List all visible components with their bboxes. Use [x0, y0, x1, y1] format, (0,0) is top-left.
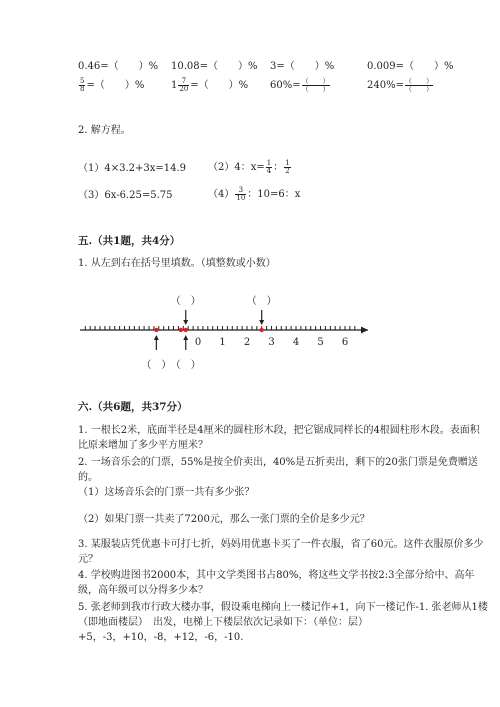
section-6-question-2-part-1: （1）这场音乐会的门票一共有多少张？ [78, 487, 255, 498]
marked-point [184, 328, 188, 332]
fraction: $\frac{7}{20}$ [179, 77, 189, 93]
conversion-item-3: 3=（ ）% [270, 61, 335, 72]
number-line-label: 1 [219, 337, 226, 348]
number-line-label: 0 [194, 337, 202, 348]
conversion-item-6: 1 $\frac{7}{20}$ =（ ）% [171, 77, 249, 93]
number-line-label: 4 [292, 337, 300, 348]
marked-point [154, 328, 158, 332]
fraction: $\frac{1}{4}$ [266, 159, 272, 175]
up-arrow-icon [154, 335, 159, 340]
section-6-question-5: 5. 张老师到我市行政大楼办事，假设乘电梯向上一楼记作+1，向下一楼记作-1. 张老师从1楼 （即地面楼层） 出发，电梯上下楼层依次记录如下：（单位：层）+5，-3，+10，-8，+12，-6，-10. [78, 602, 498, 643]
marked-point [179, 328, 183, 332]
fraction: $\frac{5}{8}$ [80, 77, 85, 93]
conversion-item-5: $\frac{5}{8}$ =（ ）% [80, 77, 145, 93]
section-6-heading: 六.（共6题，共37分） [78, 401, 188, 413]
answer-blank: （ ） [246, 296, 277, 307]
conversion-item-4: 0.009=（ ）% [367, 61, 454, 72]
conversion-item-1: 0.46=（ ）% [78, 61, 159, 72]
axis-arrow-icon [361, 327, 368, 334]
fraction-blank: $\frac{( )}{( )}$ [301, 77, 330, 93]
number-line-label: 3 [268, 337, 275, 348]
number-line-label: 2 [243, 337, 251, 348]
section-6-question-1: 1. 一根长2米，底面半径是4厘米的圆柱形木段，把它锯成同样长的4根圆柱形木段。表面积比原来增加了多少平方厘米？ [78, 425, 480, 451]
conversion-item-2: 10.08=（ ）% [171, 61, 258, 72]
answer-blank: （ ） [170, 360, 201, 371]
section-6-question-2: 2. 一场音乐会的门票，55%是按全价卖出，40%是五折卖出，剩下的20张门票是免费赠送的。 [78, 457, 478, 483]
down-arrow-icon [259, 320, 264, 325]
number-line-label: 6 [341, 337, 349, 348]
solve-heading: 2. 解方程。 [78, 125, 131, 136]
equation-3: （3）6x-6.25=5.75 [78, 190, 173, 201]
answer-blank: （ ） [170, 296, 201, 307]
equation-4: （4） $\frac{3}{10}$ ：10=6：x [208, 186, 301, 202]
fraction-blank: $\frac{( )}{( )}$ [404, 77, 433, 93]
section-6-question-3: 3. 某服装店凭优惠卡可打七折，妈妈用优惠卡买了一件衣服，省了60元。这件衣服原价多少元？ [78, 539, 484, 565]
fraction: $\frac{3}{10}$ [236, 186, 246, 202]
conversion-item-7: 60%= $\frac{( )}{( )}$ [270, 77, 330, 93]
equation-2: （2）4：x= $\frac{1}{4}$ ： $\frac{1}{2}$ [208, 159, 290, 175]
marked-point [260, 328, 264, 332]
fraction: $\frac{1}{2}$ [285, 159, 290, 175]
section-6-question-2-part-2: （2）如果门票一共卖了7200元，那么一张门票的全价是多少元？ [78, 514, 370, 525]
section-5-question-1: 1. 从左到右在括号里填数。（填整数或小数） [78, 258, 276, 269]
down-arrow-icon [183, 320, 188, 325]
answer-blank: （ ） [141, 360, 172, 371]
conversion-item-8: 240%= $\frac{( )}{( )}$ [367, 77, 433, 93]
number-line-label: 5 [317, 337, 324, 348]
up-arrow-icon [183, 335, 188, 340]
section-6-question-4: 4. 学校购进图书2000本，其中文学类图书占80%，将这些文学书按2:3全部分给中、高年级，高年级可以分得多少本？ [78, 570, 475, 596]
section-5-heading: 五.（共1题，共4分） [78, 235, 181, 247]
equation-1: （1）4×3.2+3x=14.9 [78, 163, 187, 174]
